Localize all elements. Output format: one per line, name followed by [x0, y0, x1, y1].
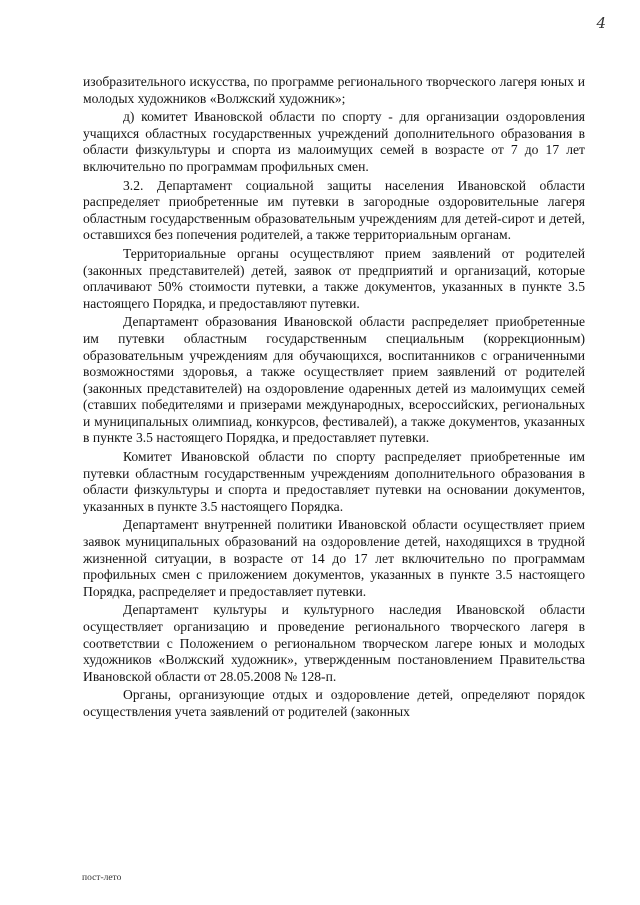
paragraph-7: Департамент внутренней политики Ивановской области осуществляет прием заявок муниципальных образований на оздоровление детей, находящихся в трудной жизненной ситуации, в возрасте от 14 до 17 лет включительно по программам профильных смен с приложением документов, указанных в пункте 3.5 настоящего Порядка, распределяет и предоставляет путевки. — [83, 517, 585, 599]
paragraph-5: Департамент образования Ивановской области распределяет приобретенные им путевки областным государственным специальным (коррекционным) образовательным учреждениям для обучающихся, воспитанников с ограниченными возможностями здоровья, а также осуществляет прием заявлений от родителей (законных представителей) на оздоровление одаренных детей из малоимущих семей (ставших победителями и призерами международных, всероссийских, региональных и муниципальных олимпиад, конкурсов, фестивалей), а также документов, указанных в пункте 3.5 настоящего Порядка, и предоставляет путевки. — [83, 314, 585, 446]
paragraph-4: Территориальные органы осуществляют прием заявлений от родителей (законных представителей) детей, заявок от предприятий и организаций, которые оплачивают 50% стоимости путевки, а также документов, указанных в пункте 3.5 настоящего Порядка, и предоставляют путевки. — [83, 245, 585, 311]
paragraph-1: изобразительного искусства, по программе регионального творческого лагеря юных и молодых художников «Волжский художник»; — [83, 74, 585, 106]
paragraph-2: д) комитет Ивановской области по спорту - для организации оздоровления учащихся областных государственных учреждений дополнительного образования в области физкультуры и спорта из малоимущих семей в возрасте от 7 до 17 лет включительно по программам профильных смен. — [83, 109, 585, 174]
paragraph-9: Органы, организующие отдых и оздоровление детей, определяют порядок осуществления учета заявлений от родителей (законных — [83, 687, 585, 719]
paragraph-8: Департамент культуры и культурного наследия Ивановской области осуществляет организацию и проведение регионального творческого лагеря в соответствии с Положением о региональном творческом лагере юных и молодых художников «Волжский художник», утвержденным постановлением Правительства Ивановской области от 28.05.2008 № 128-п. — [83, 602, 585, 684]
paragraph-3: 3.2. Департамент социальной защиты населения Ивановской области распределяет приобретенные им путевки в загородные оздоровительные лагеря областным государственным образовательным учреждениям для детей-сирот и детей, оставшихся без попечения родителей, а также территориальным органам. — [83, 177, 585, 243]
page-number: 4 — [596, 14, 606, 32]
document-body — [83, 74, 585, 723]
paragraph-6: Комитет Ивановской области по спорту распределяет приобретенные им путевки областным государственным учреждениям дополнительного образования в области физкультуры и спорта и предоставляет путевки на основании документов, указанных в пункте 3.5 настоящего Порядка. — [83, 449, 585, 514]
footer-code: пост-лето — [82, 873, 122, 883]
